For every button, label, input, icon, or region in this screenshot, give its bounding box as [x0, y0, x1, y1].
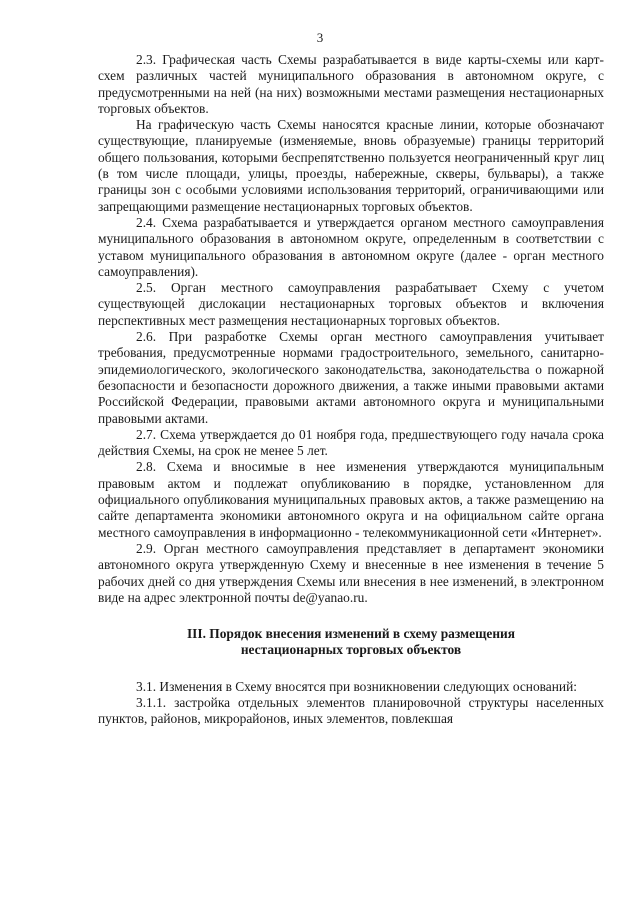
- section-heading-line-2: нестационарных торговых объектов: [240, 642, 462, 658]
- paragraph-2-9: 2.9. Орган местного самоуправления представляет в департамент экономики автономного округа утвержденную Схему и внесенные в нее изменения в течение 5 рабочих дней со дня утверждения Схемы или внесения в нее изменений, в электронном виде на адрес электронной почты de@yanao.ru.: [98, 540, 604, 605]
- page-number: 3: [316, 30, 324, 45]
- spacer: [98, 659, 604, 679]
- paragraph-2-3: 2.3. Графическая часть Схемы разрабатывается в виде карты-схемы или карт-схем различных частей муниципального образования в автономном округе, с предусмотренными на ней (на них) возможными местами размещения нестационарных торговых объектов.: [98, 52, 604, 116]
- section-heading: [98, 626, 604, 659]
- paragraph-3-1-1: 3.1.1. застройка отдельных элементов планировочной структуры населенных пунктов, районов, микрорайонов, иных элементов, повлекшая: [98, 694, 604, 727]
- paragraph-2-6: 2.6. При разработке Схемы орган местного самоуправления учитывает требования, предусмотренные нормами градостроительного, земельного, санитарно-эпидемиологического, экологического законодательства, законодательства о пожарной безопасности и безопасности дорожного движения, а также иными правовыми актами Российской Федерации, правовыми актами автономного округа и муниципальными правовыми актами.: [98, 329, 604, 426]
- paragraph-2-3-graphic: На графическую часть Схемы наносятся красные линии, которые обозначают существующие, планируемые (изменяемые, вновь образуемые) границы территорий общего пользования, которыми беспрепятственно пользуется неограниченный круг лиц (в том числе площади, улицы, проезды, набережные, скверы, бульвары), а также границы зон с особыми условиями использования территорий, ограничивающими или запрещающими размещение нестационарных торговых объектов.: [98, 117, 604, 214]
- paragraph-2-7: 2.7. Схема утверждается до 01 ноября года, предшествующего году начала срока действия Схемы, на срок не менее 5 лет.: [98, 426, 604, 459]
- document-body: [98, 52, 604, 728]
- section-heading-line-1: III. Порядок внесения изменений в схему размещения: [186, 626, 516, 642]
- paragraph-2-4: 2.4. Схема разрабатывается и утверждается органом местного самоуправления муниципального образования в автономном округе, определенным в соответствии с уставом муниципального образования в автономном округе (далее - орган местного самоуправления).: [98, 214, 604, 279]
- paragraph-2-5: 2.5. Орган местного самоуправления разрабатывает Схему с учетом существующей дислокации нестационарных торговых объектов и включения перспективных мест размещения нестационарных торговых объектов.: [98, 280, 604, 328]
- paragraph-2-8: 2.8. Схема и вносимые в нее изменения утверждаются муниципальным правовым актом и подлежат опубликованию в порядке, установленном для официального опубликования муниципальных правовых актов, а также размещению на сайте департамента экономики автономного округа и на официальном сайте органа местного самоуправления в информационно - телекоммуникационной сети «Интернет».: [98, 459, 604, 540]
- spacer: [98, 606, 604, 626]
- paragraph-3-1: 3.1. Изменения в Схему вносятся при возникновении следующих оснований:: [136, 678, 577, 694]
